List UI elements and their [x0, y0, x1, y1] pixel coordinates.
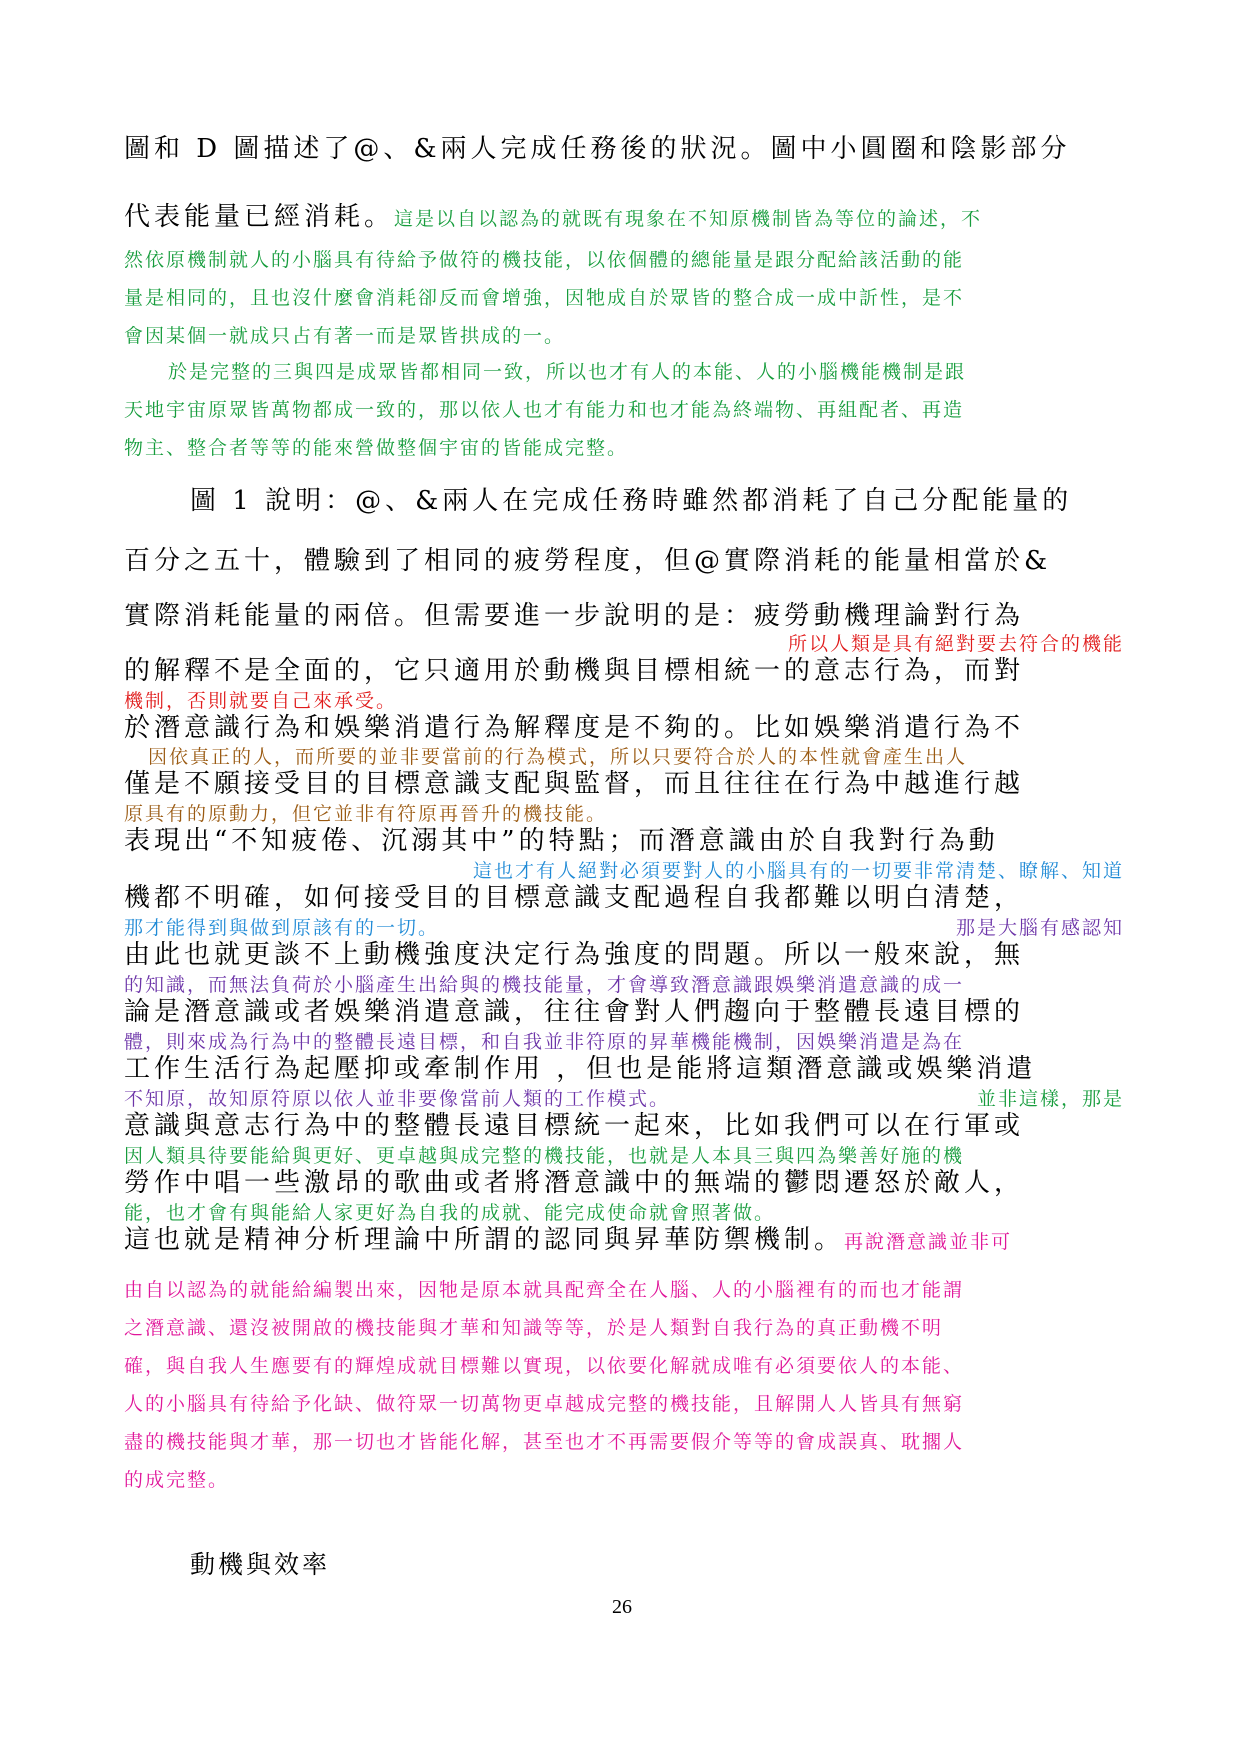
figure-note-line7-b: ；而潛意識由於自我對行為動 — [608, 826, 999, 856]
figure-note-line7 — [124, 820, 1124, 857]
figure-note-line6 — [124, 763, 1124, 800]
annotation-purple-3: 不知原，故知原符原以依人並非要像當前人類的工作模式。 — [124, 1088, 671, 1110]
paragraph1-line2 — [124, 196, 1124, 233]
figure-note-line13-text: 勞作中唱一些激昂的歌曲或者將潛意識中的無端的鬱悶遷怒於敵人， — [124, 1168, 1024, 1199]
section-heading: 動機與效率 — [190, 1550, 331, 1579]
annotation-purple-2: 體，則來成為行為中的整體長遠目標，和自我並非符原的昇華機能機制，因娛樂消遣是為在 — [124, 1031, 965, 1053]
annotation-green-1: 因人類具待要能給與更好、更卓越與成完整的機技能，也就是人本具三與四為樂善好施的機 — [124, 1145, 965, 1167]
figure-note-line10-text: 論是潛意識或者娛樂消遣意識，往往會對人們趨向于整體長遠目標的 — [124, 997, 1024, 1028]
paragraph1-note-line: 會因某個一就成只占有著一而是眾皆拱成的一。 — [124, 325, 566, 347]
paragraph1-line2-main: 代表能量已經消耗。 — [124, 202, 395, 232]
figure-note-line5-sep: 。 — [724, 713, 755, 743]
figure-note-line12-a: 意識與意志行為中的整體長遠目標統一起來 — [124, 1111, 694, 1142]
figure-note-line8 — [124, 877, 1124, 914]
figure-note-line5-b: 比如娛樂消遣行為不 — [754, 713, 1024, 744]
paragraph3-line: 確，與自我人生應要有的輝煌成就目標難以實現，以依要化解就成唯有必須要依人的本能、 — [124, 1355, 965, 1377]
figure-note-line1: 圖 1 說明：@、&兩人在完成任務時雖然都消耗了自己分配能量的 — [190, 486, 1073, 516]
figure-note-line14-text: 這也就是精神分析理論中所謂的認同與昇華防禦機制 — [124, 1225, 814, 1256]
figure-note-line12-b: ， — [694, 1111, 725, 1141]
paragraph2-line: 於是完整的三與四是成眾皆都相同一致，所以也才有人的本能、人的小腦機能機制是跟 — [168, 361, 967, 383]
figure-note-line6-text: 僅是不願接受目的目標意識支配與監督，而且往往在行為中越進行越 — [124, 769, 1024, 800]
page-number: 26 — [612, 1596, 632, 1618]
figure-note-line3-b: 疲勞動機理論對行為 — [754, 601, 1024, 632]
figure-note-line5-a: 於潛意識行為和娛樂消遣行為解釋度是不夠的 — [124, 713, 724, 744]
paragraph1-line1: 圖和 D 圖描述了@、&兩人完成任務後的狀況。圖中小圓圈和陰影部分 — [124, 134, 1071, 164]
paragraph2-line: 天地宇宙原眾皆萬物都成一致的，那以依人也才有能力和也才能為終端物、再組配者、再造 — [124, 399, 965, 421]
annotation-red-2: 機制，否則就要自己來承受。 — [124, 690, 398, 712]
figure-note-line7-a: 表現出“不知疲倦、沉溺其中”的特點 — [124, 826, 609, 857]
paragraph1-note-line: 量是相同的，且也沒什麼會消耗卻反而會增強，因牠成自於眾皆的整合成一成中訢性，是不 — [124, 287, 965, 309]
annotation-green-2: 能，也才會有與能給人家更好為自我的成就、能完成使命就會照著做。 — [124, 1202, 776, 1224]
figure-note-line14 — [124, 1219, 1124, 1256]
annotation-red-1: 所以人類是具有絕對要去符合的機能 — [787, 633, 1124, 655]
paragraph3-line: 人的小腦具有待給予化缺、做符眾一切萬物更卓越成完整的機技能，且解開人人皆具有無窮 — [124, 1393, 965, 1415]
annotation-brown-2: 原具有的原動力，但它並非有符原再晉升的機技能。 — [124, 803, 608, 825]
figure-note-line3-a: 實際消耗能量的兩倍。但需要進一步說明的是： — [124, 601, 755, 631]
figure-note-line9-c: 無 — [994, 940, 1024, 971]
annotation-blue-2: 那才能得到與做到原該有的一切。 — [124, 917, 440, 939]
paragraph2-line: 物主、整合者等等的能來營做整個宇宙的皆能成完整。 — [124, 437, 629, 459]
annotation-blue-1: 這也才有人絕對必須要對人的小腦具有的一切要非常清楚、瞭解、知道 — [472, 860, 1124, 882]
paragraph1-line2-note: 這是以自以認為的就既有現象在不知原機制皆為等位的論述，不 — [394, 208, 983, 230]
paragraph1-note-line: 然依原機制就人的小腦具有待給予做符的機技能，以依個體的總能量是跟分配給該活動的能 — [124, 249, 965, 271]
figure-note-line11-text: 工作生活行為起壓抑或牽制作用 ，但也是能將這類潛意識或娛樂消遣 — [124, 1054, 1036, 1085]
figure-note-line3 — [124, 595, 1124, 632]
figure-note-line11 — [124, 1048, 1124, 1085]
figure-note-line4-text: 的解釋不是全面的，它只適用於動機與目標相統一的意志行為，而對 — [124, 656, 1024, 687]
figure-note-line5 — [124, 707, 1124, 744]
figure-note-line12-c: 比如我們可以在行軍或 — [724, 1111, 1024, 1142]
paragraph3-line: 盡的機技能與才華，那一切也才皆能化解，甚至也才不再需要假介等等的會成誤真、耽擱人 — [124, 1431, 965, 1453]
paragraph3-line: 之潛意識、還沒被開啟的機技能與才華和知識等等，於是人類對自我行為的真正動機不明 — [124, 1317, 944, 1339]
figure-note-line14-sep: 。 — [814, 1225, 845, 1255]
annotation-purple-0: 那是大腦有感認知 — [955, 917, 1124, 939]
annotation-brown-1: 因依真正的人，而所要的並非要當前的行為模式，所以只要符合於人的本性就會產生出人 — [148, 746, 968, 768]
annotation-green-0: 並非這樣，那是 — [976, 1088, 1124, 1110]
figure-note-line10 — [124, 991, 1124, 1028]
figure-note-line13 — [124, 1162, 1124, 1199]
paragraph3-line: 由自以認為的就能給編製出來，因牠是原本就具配齊全在人腦、人的小腦裡有的而也才能謂 — [124, 1279, 965, 1301]
figure-note-line9-a: 由此也就更談不上動機強度決定行為強度的問題 — [124, 940, 754, 971]
figure-note-line4 — [124, 650, 1124, 687]
figure-note-line14-note: 再說潛意識並非可 — [844, 1231, 1013, 1253]
annotation-purple-1: 的知識，而無法負荷於小腦產生出給與的機技能量，才會導致潛意識跟娛樂消遣意識的成一 — [124, 974, 965, 996]
figure-note-line8-text: 機都不明確，如何接受目的目標意識支配過程自我都難以明白清楚， — [124, 883, 1024, 914]
figure-note-line9-b: 。所以一般來說， — [754, 940, 995, 970]
figure-note-line9 — [124, 934, 1124, 971]
figure-note-line12 — [124, 1105, 1124, 1142]
paragraph3-line: 的成完整。 — [124, 1469, 230, 1491]
figure-note-line2: 百分之五十，體驗到了相同的疲勞程度，但@實際消耗的能量相當於& — [124, 546, 1052, 576]
